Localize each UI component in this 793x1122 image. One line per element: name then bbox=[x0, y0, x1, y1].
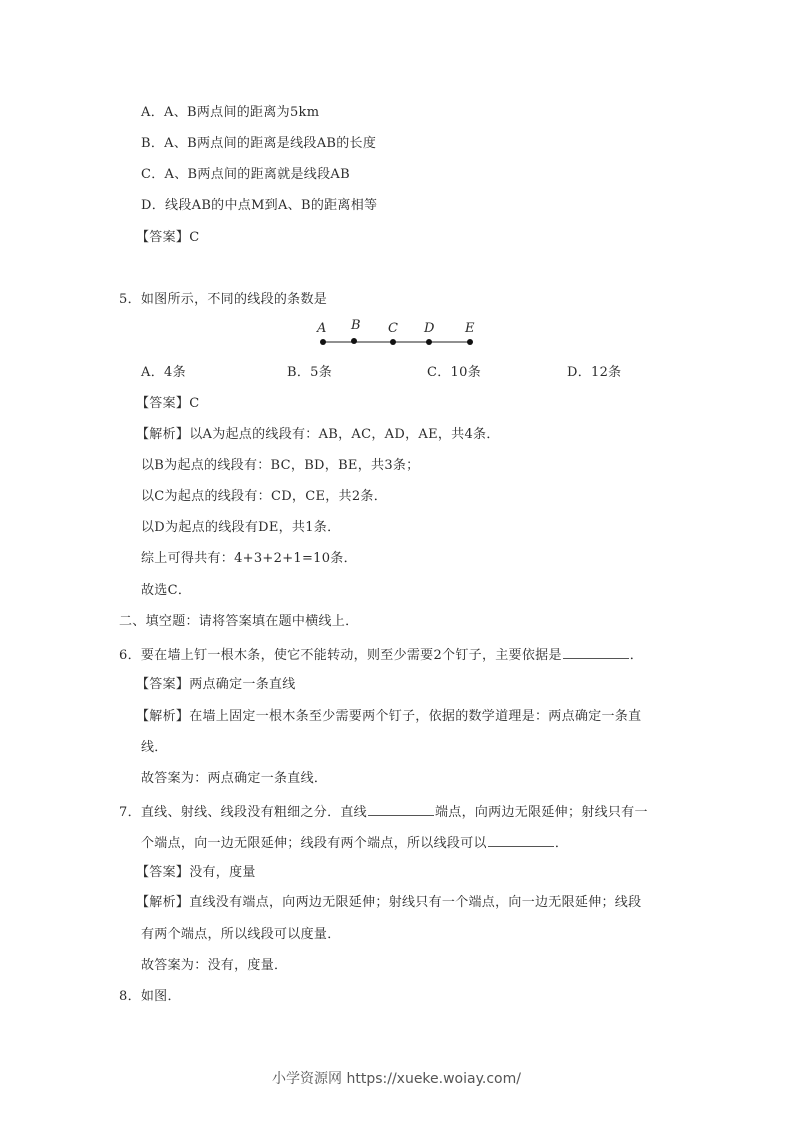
stem-text: 7．直线、射线、线段没有粗细之分．直线 bbox=[119, 805, 367, 820]
option-label: D． bbox=[141, 198, 166, 213]
q7-answer: 【答案】没有，度量 bbox=[136, 865, 256, 880]
option-text: 4条 bbox=[164, 365, 186, 380]
point-label-d: D bbox=[424, 321, 435, 336]
stem-text: 端点，向两边无限延伸；射线只有一 bbox=[434, 805, 648, 820]
option-text: A、B两点间的距离是线段AB的长度 bbox=[164, 136, 377, 151]
q6-conclusion: 故答案为：两点确定一条直线． bbox=[141, 771, 328, 786]
point-label-b: B bbox=[351, 318, 361, 333]
stem-text: ． bbox=[554, 836, 569, 851]
q5-option-b bbox=[287, 364, 332, 382]
option-label: C． bbox=[141, 167, 165, 182]
answer-blank bbox=[488, 833, 554, 847]
q5-option-a bbox=[141, 364, 186, 382]
option-text: 10条 bbox=[450, 365, 481, 380]
q4-option-d bbox=[141, 197, 377, 215]
q4-answer: 【答案】C bbox=[136, 230, 200, 245]
option-label: A． bbox=[141, 105, 164, 120]
q4-option-c bbox=[141, 166, 350, 184]
point-label-c: C bbox=[388, 321, 398, 336]
q5-option-d bbox=[567, 364, 621, 382]
q5-analysis-line: 以C为起点的线段有：CD，CE，共2条． bbox=[141, 489, 388, 504]
stem-text: ． bbox=[629, 648, 644, 663]
option-label: C． bbox=[427, 365, 451, 380]
q5-analysis-line: 综上可得共有：4+3+2+1=10条． bbox=[141, 551, 357, 566]
q5-line-segment-figure bbox=[312, 318, 482, 348]
section-title-fill-in-blank: 二、填空题：请将答案填在题中横线上． bbox=[119, 614, 359, 629]
q7-analysis-line: 有两个端点，所以线段可以度量． bbox=[141, 927, 341, 942]
answer-blank bbox=[368, 802, 434, 816]
q8-stem: 8．如图． bbox=[119, 989, 181, 1004]
answer-blank bbox=[563, 645, 629, 659]
q7-stem-line bbox=[119, 802, 648, 822]
point-label-e: E bbox=[465, 321, 475, 336]
q5-answer: 【答案】C bbox=[136, 396, 200, 411]
point-label-a: A bbox=[317, 321, 327, 336]
q7-stem-line bbox=[141, 833, 568, 853]
option-text: 5条 bbox=[310, 365, 333, 380]
q5-analysis-line: 以B为起点的线段有：BC，BD，BE，共3条； bbox=[141, 458, 420, 473]
option-text: 线段AB的中点M到A、B的距离相等 bbox=[165, 198, 378, 213]
option-label: D． bbox=[567, 365, 592, 380]
q4-option-a bbox=[141, 104, 319, 122]
q5-stem: 5．如图所示，不同的线段的条数是 bbox=[119, 292, 328, 307]
option-text: A、B两点间的距离为5km bbox=[164, 105, 320, 120]
q5-conclusion: 故选C． bbox=[141, 583, 192, 598]
q7-analysis-line: 【解析】直线没有端点，向两边无限延伸；射线只有一个端点，向一边无限延伸；线段 bbox=[136, 895, 642, 910]
option-text: 12条 bbox=[591, 365, 622, 380]
q6-stem bbox=[119, 645, 643, 665]
stem-text: 6．要在墙上钉一根木条，使它不能转动，则至少需要2个钉子，主要依据是 bbox=[119, 648, 562, 663]
q6-analysis-line: 线． bbox=[141, 740, 168, 755]
q6-analysis-line: 【解析】在墙上固定一根木条至少需要两个钉子，依据的数学道理是：两点确定一条直 bbox=[136, 709, 642, 724]
option-text: A、B两点间的距离就是线段AB bbox=[164, 167, 350, 182]
q5-analysis-line: 以D为起点的线段有DE，共1条． bbox=[141, 520, 341, 535]
q5-option-c bbox=[427, 364, 481, 382]
stem-text: 个端点，向一边无限延伸；线段有两个端点，所以线段可以 bbox=[141, 836, 487, 851]
q6-answer: 【答案】两点确定一条直线 bbox=[136, 677, 296, 692]
q5-analysis-line: 【解析】以A为起点的线段有：AB，AC，AD，AE，共4条． bbox=[136, 427, 500, 442]
option-label: B． bbox=[141, 136, 165, 151]
page-footer-watermark: 小学资源网 https://xueke.woiay.com/ bbox=[272, 1071, 521, 1087]
option-label: A． bbox=[141, 365, 164, 380]
q4-option-b bbox=[141, 135, 376, 153]
option-label: B． bbox=[287, 365, 311, 380]
q7-conclusion: 故答案为：没有，度量． bbox=[141, 958, 288, 973]
